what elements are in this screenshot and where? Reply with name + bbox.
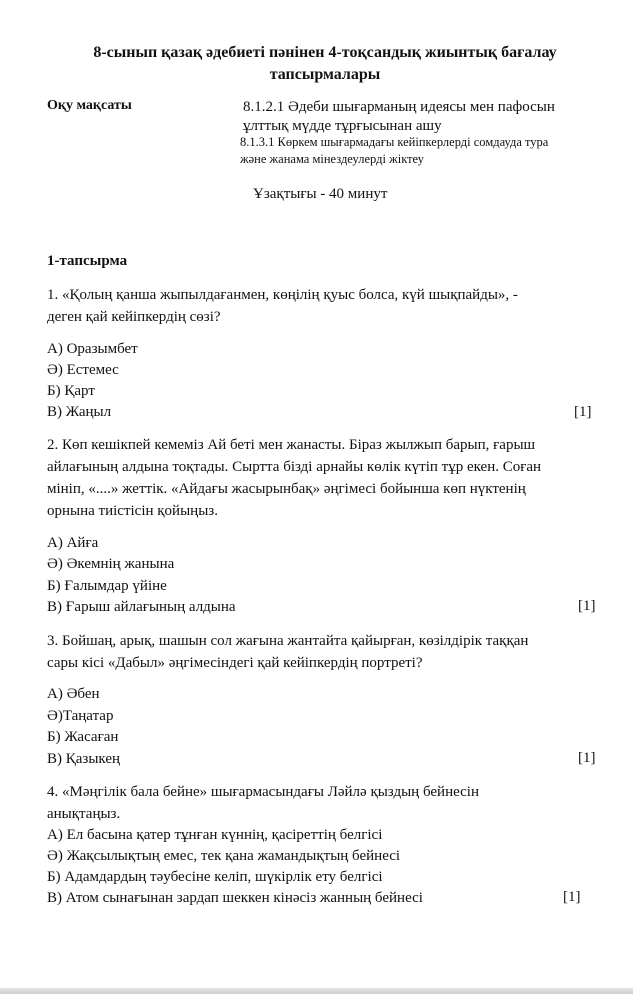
question-3-option-b: Б) Жасаған <box>47 729 119 745</box>
question-4-option-ae: Ә) Жақсылықтың емес, тек қана жамандықтың бейнесі <box>47 848 401 864</box>
objective-main <box>243 98 603 136</box>
question-1-option-ae: Ә) Естемес <box>47 362 119 378</box>
question-3-option-a: А) Әбен <box>47 686 100 702</box>
question-1-option-a: А) Оразымбет <box>47 341 138 357</box>
objective-main-line-2: ұлттық мүдде тұрғысынан ашу <box>243 118 442 134</box>
question-2-line-1: 2. Көп кешікпей кемеміз Ай беті мен жанасты. Біраз жылжып барып, ғарыш <box>47 437 536 453</box>
duration-text: Ұзақтығы - 40 минут <box>253 186 388 202</box>
question-1-option-b: Б) Қарт <box>47 383 95 399</box>
question-3-line-2: сары кісі «Дабыл» әңгімесіндегі қай кейіпкердің портреті? <box>47 655 423 671</box>
task-title: 1-тапсырма <box>47 253 128 269</box>
question-2-option-v: В) Ғарыш айлағының алдына <box>47 599 236 615</box>
question-4-line-1: 4. «Мәңгілік бала бейне» шығармасындағы Ләйлә қыздың бейнесін <box>47 784 479 800</box>
question-4-option-v: В) Атом сынағынан зардап шеккен кінәсіз жанның бейнесі <box>47 890 423 906</box>
question-1-text <box>47 284 602 328</box>
document-title <box>60 42 590 86</box>
question-4-option-b: Б) Адамдардың тәубесіне келіп, шүкірлік ету белгісі <box>47 869 383 885</box>
title-line-1: 8-сынып қазақ әдебиеті пәнінен 4-тоқсандық жиынтық бағалау <box>93 44 557 61</box>
question-4-score: [1] <box>563 889 581 905</box>
question-2-option-ae: Ә) Әкемнің жанына <box>47 556 175 572</box>
question-4-text <box>47 781 602 825</box>
question-2-score: [1] <box>578 598 596 614</box>
question-2-line-3: мініп, «....» жеттік. «Айдағы жасырынбақ» әңгімесі бойынша көп нүктенің <box>47 481 526 497</box>
question-3-line-1: 3. Бойшаң, арық, шашын сол жағына жантайта қайырған, көзілдірік таққан <box>47 633 529 649</box>
question-4-line-2: анықтаңыз. <box>47 806 121 822</box>
question-1-line-2: деген қай кейіпкердің сөзі? <box>47 309 221 325</box>
page-bottom-edge <box>0 988 633 994</box>
question-1-line-1: 1. «Қолың қанша жыпылдағанмен, көңілің қуыс болса, күй шықпайды», - <box>47 287 518 303</box>
question-2-line-2: айлағының алдына тоқтады. Сыртта бізді арнайы көлік күтіп тұр екен. Соған <box>47 459 542 475</box>
question-3-option-v: В) Қазыкең <box>47 751 121 767</box>
question-3-text <box>47 630 602 674</box>
question-4-option-a: А) Ел басына қатер тұнған күннің, қасіреттің белгісі <box>47 827 383 843</box>
objective-sub <box>240 134 610 168</box>
question-2-option-b: Б) Ғалымдар үйіне <box>47 578 167 594</box>
question-3-option-ae: Ә)Таңатар <box>47 708 114 724</box>
objective-label: Оқу мақсаты <box>47 98 132 113</box>
title-line-2: тапсырмалары <box>269 66 381 83</box>
objective-main-line-1: 8.1.2.1 Әдеби шығарманың идеясы мен пафосын <box>243 99 555 115</box>
objective-sub-line-1: 8.1.3.1 Көркем шығармадағы кейіпкерлерді сомдауда тура <box>240 135 549 149</box>
question-2-line-4: орнына тиістісін қойыңыз. <box>47 503 218 519</box>
question-2-text <box>47 434 602 522</box>
question-1-option-v: В) Жаңыл <box>47 404 112 420</box>
objective-sub-line-2: және жанама мінездеулерді жіктеу <box>240 152 425 166</box>
question-1-score: [1] <box>574 404 592 420</box>
question-3-score: [1] <box>578 750 596 766</box>
question-2-option-a: А) Айға <box>47 535 99 551</box>
